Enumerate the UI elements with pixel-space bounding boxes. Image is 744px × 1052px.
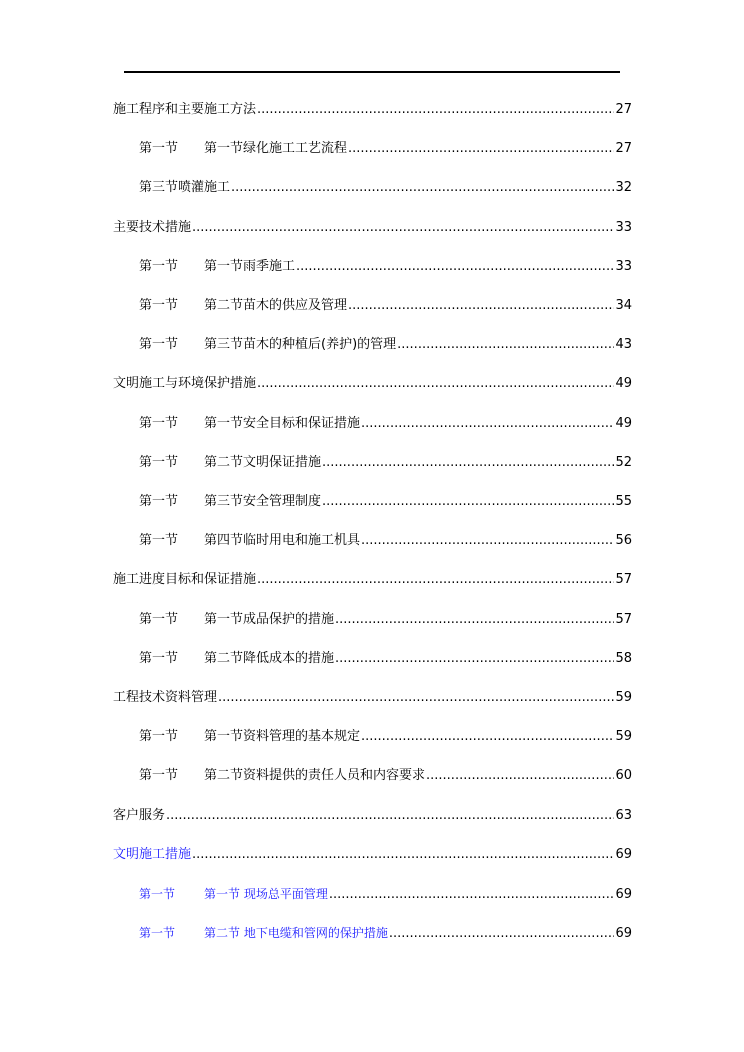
toc-entry-title: 工程技术资料管理 <box>113 690 218 705</box>
toc-entry[interactable] <box>113 808 632 824</box>
toc-entry[interactable] <box>139 729 632 745</box>
toc-entry-title: 施工进度目标和保证措施 <box>113 572 257 587</box>
toc-entry[interactable] <box>139 141 632 157</box>
toc-entry-prefix: 第一节 <box>139 612 179 627</box>
toc-entry-prefix: 第一节 <box>139 337 179 352</box>
toc-dot-leader <box>257 572 614 588</box>
toc-entry-title: 第一节安全目标和保证措施 <box>204 416 361 431</box>
toc-dot-leader <box>257 376 614 392</box>
toc-entry-title: 客户服务 <box>113 808 166 823</box>
toc-entry[interactable] <box>139 768 632 784</box>
toc-dot-leader <box>257 102 614 118</box>
toc-entry-title: 施工程序和主要施工方法 <box>113 102 257 117</box>
toc-entry-prefix: 第一节 <box>139 141 179 156</box>
toc-entry-prefix: 第一节 <box>139 416 179 431</box>
toc-entry-page-number: 43 <box>615 337 632 352</box>
toc-dot-leader <box>192 847 614 863</box>
toc-entry-prefix: 第一节 <box>139 455 179 470</box>
toc-dot-leader <box>329 887 615 903</box>
toc-entry-title: 主要技术措施 <box>113 220 192 235</box>
toc-dot-leader <box>426 768 614 784</box>
toc-dot-leader <box>361 533 614 549</box>
toc-dot-leader <box>296 259 614 275</box>
toc-entry[interactable] <box>139 651 632 667</box>
toc-entry-title: 文明施工与环境保护措施 <box>113 376 257 391</box>
toc-entry-page-number: 69 <box>615 887 632 902</box>
toc-dot-leader <box>335 612 614 628</box>
toc-entry-page-number: 49 <box>615 376 632 391</box>
toc-entry-page-number: 58 <box>615 651 632 666</box>
toc-dot-leader <box>397 337 614 353</box>
toc-entry-page-number: 60 <box>615 768 632 783</box>
toc-entry-page-number: 59 <box>615 690 632 705</box>
toc-entry[interactable] <box>113 220 632 236</box>
toc-entry-prefix: 第一节 <box>139 298 179 313</box>
toc-entry-title: 第一节 现场总平面管理 <box>204 887 328 901</box>
toc-dot-leader <box>389 926 615 942</box>
toc-entry-page-number: 69 <box>615 847 632 862</box>
toc-entry-prefix: 第一节 <box>139 494 179 509</box>
toc-entry-page-number: 27 <box>615 102 632 117</box>
toc-entry-page-number: 57 <box>615 612 632 627</box>
toc-entry[interactable] <box>113 102 632 118</box>
toc-dot-leader <box>348 141 614 157</box>
toc-entry-page-number: 33 <box>615 220 632 235</box>
toc-dot-leader <box>231 180 614 196</box>
toc-entry-page-number: 55 <box>615 494 632 509</box>
toc-entry-title: 第三节安全管理制度 <box>204 494 322 509</box>
toc-entry-title: 第一节资料管理的基本规定 <box>204 729 361 744</box>
toc-entry-prefix: 第一节 <box>139 729 179 744</box>
toc-entry[interactable] <box>139 612 632 628</box>
toc-entry-page-number: 33 <box>615 259 632 274</box>
toc-entry-page-number: 34 <box>615 298 632 313</box>
toc-entry-page-number: 63 <box>615 808 632 823</box>
toc-entry[interactable] <box>139 259 632 275</box>
toc-entry-title: 第一节雨季施工 <box>204 259 296 274</box>
toc-entry[interactable] <box>139 180 632 196</box>
toc-entry-title: 第一节绿化施工工艺流程 <box>204 141 348 156</box>
toc-entry-page-number: 32 <box>615 180 632 195</box>
toc-dot-leader <box>192 220 614 236</box>
toc-dot-leader <box>166 808 614 824</box>
toc-entry[interactable] <box>139 886 632 903</box>
toc-dot-leader <box>322 455 614 471</box>
toc-entry-title: 第二节文明保证措施 <box>204 455 322 470</box>
toc-entry[interactable] <box>139 416 632 432</box>
toc-dot-leader <box>218 690 614 706</box>
toc-entry[interactable] <box>139 298 632 314</box>
toc-entry-prefix: 第一节 <box>139 887 176 901</box>
toc-dot-leader <box>348 298 614 314</box>
toc-entry-prefix: 第一节 <box>139 533 179 548</box>
toc-entry-title: 第二节 地下电缆和管网的保护措施 <box>204 926 388 940</box>
toc-entry-page-number: 59 <box>615 729 632 744</box>
toc-dot-leader <box>335 651 614 667</box>
toc-entry[interactable] <box>139 455 632 471</box>
toc-entry-page-number: 49 <box>615 416 632 431</box>
toc-entry-title: 第二节资料提供的责任人员和内容要求 <box>204 768 426 783</box>
toc-entry-title: 第二节降低成本的措施 <box>204 651 335 666</box>
toc-entry[interactable] <box>139 337 632 353</box>
toc-entry[interactable] <box>139 533 632 549</box>
toc-entry-page-number: 52 <box>615 455 632 470</box>
toc-dot-leader <box>322 494 614 510</box>
toc-entry-page-number: 27 <box>615 141 632 156</box>
toc-entry[interactable] <box>113 376 632 392</box>
toc-dot-leader <box>361 416 614 432</box>
toc-entry-title: 第三节苗木的种植后(养护)的管理 <box>204 337 397 352</box>
toc-entry-title: 文明施工措施 <box>113 847 192 862</box>
toc-entry-prefix: 第一节 <box>139 259 179 274</box>
toc-entry-page-number: 69 <box>615 926 632 941</box>
toc-entry-title: 第二节苗木的供应及管理 <box>204 298 348 313</box>
toc-entry-page-number: 57 <box>615 572 632 587</box>
toc-entry[interactable] <box>113 572 632 588</box>
toc-entry-title: 第四节临时用电和施工机具 <box>204 533 361 548</box>
toc-entry[interactable] <box>139 925 632 942</box>
toc-entry[interactable] <box>113 847 632 863</box>
toc-entry[interactable] <box>113 690 632 706</box>
toc-entry-prefix: 第一节 <box>139 926 176 940</box>
toc-entry-title: 第三节喷灌施工 <box>139 180 231 195</box>
toc-dot-leader <box>361 729 614 745</box>
toc-entry-prefix: 第一节 <box>139 651 179 666</box>
toc-entry-prefix: 第一节 <box>139 768 179 783</box>
toc-entry-title: 第一节成品保护的措施 <box>204 612 335 627</box>
toc-entry[interactable] <box>139 494 632 510</box>
toc-entry-page-number: 56 <box>615 533 632 548</box>
